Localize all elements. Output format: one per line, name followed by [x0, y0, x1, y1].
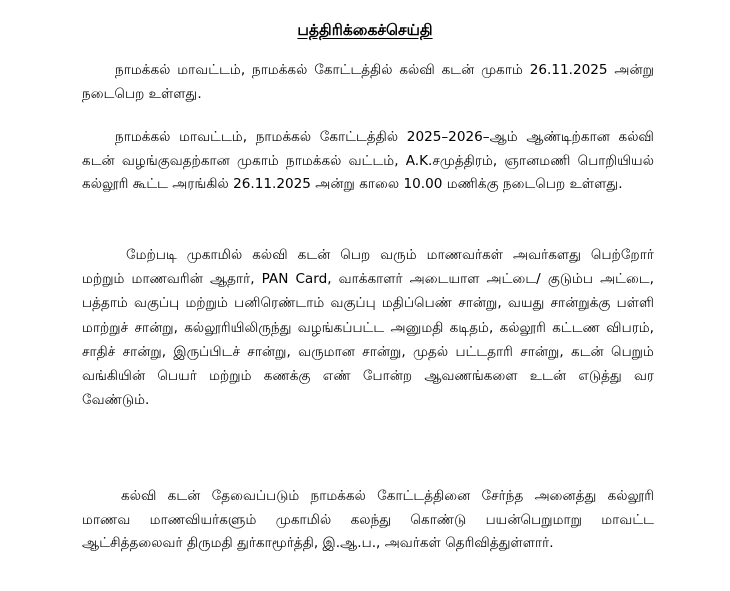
paragraph-required-documents: மேற்படி முகாமில் கல்வி கடன் பெற வரும் மாணவர்கள் அவர்களது பெற்றோர் மற்றும் மாணவரின் ஆதார், PAN Card, வாக்காளர் அடையாள அட்டை/ குடும்ப அட்டை, பத்தாம் வகுப்பு மற்றும் பனிரெண்டாம் வகுப்பு மதிப்பெண் சான்று, வயது சான்றுக்கு பள்ளி மாற்றுச் சான்று, கல்லூரியிலிருந்து வழங்கப்பட்ட அனுமதி கடிதம், கல்லூரி கட்டண விபரம், சாதிச் சான்று, இருப்பிடச் சான்று, வருமான சான்று, முதல் பட்டதாரி சான்று, கடன் பெறும் வங்கியின் பெயர் மற்றும் கணக்கு எண் போன்ற ஆவணங்களை உடன் எடுத்து வர வேண்டும். — [82, 247, 654, 409]
paragraph-camp-announcement: நாமக்கல் மாவட்டம், நாமக்கல் கோட்டத்தில் கல்வி கடன் முகாம் 26.11.2025 அன்று நடைபெற உள்ளது. — [82, 62, 654, 102]
document-title: பத்திரிக்கைச்செய்தி — [297, 21, 433, 39]
paragraph-collector-appeal: கல்வி கடன் தேவைப்படும் நாமக்கல் கோட்டத்தினை சேர்ந்த அனைத்து கல்லூரி மாணவ மாணவியர்களும் முகாமில் கலந்து கொண்டு பயன்பெறுமாறு மாவட்ட ஆட்சித்தலைவர் திருமதி துர்காமூர்த்தி, இ.ஆ.ப., அவர்கள் தெரிவித்துள்ளார். — [82, 488, 654, 551]
paragraph-camp-venue: நாமக்கல் மாவட்டம், நாமக்கல் கோட்டத்தில் 2025–2026–ஆம் ஆண்டிற்கான கல்வி கடன் வழங்குவதற்கான முகாம் நாமக்கல் வட்டம், A.K.சமுத்திரம், ஞானமணி பொறியியல் கல்லூரி கூட்ட அரங்கில் 26.11.2025 அன்று காலை 10.00 மணிக்கு நடைபெற உள்ளது. — [82, 129, 654, 192]
